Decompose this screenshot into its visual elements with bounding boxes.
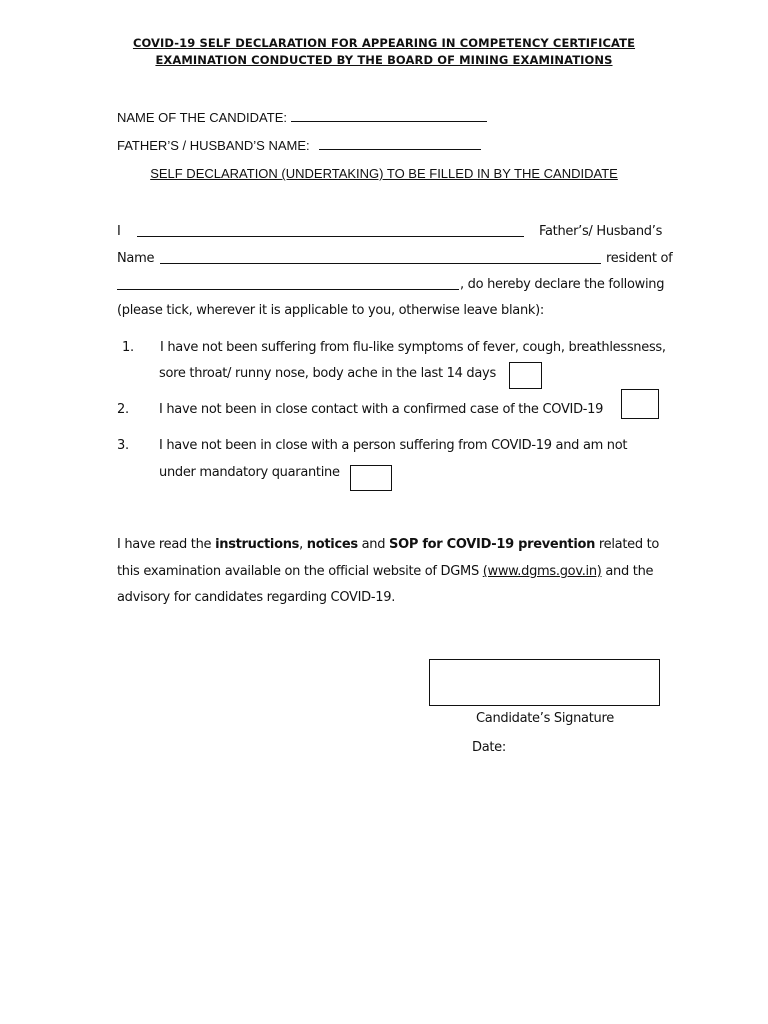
item-3-tickbox[interactable]	[350, 465, 392, 491]
statement-text: related to	[595, 537, 660, 552]
father-husband-text: Father’s/ Husband’s	[539, 224, 663, 239]
name-label: Name	[117, 251, 155, 266]
statement-text: and the	[601, 564, 654, 579]
signature-box[interactable]	[429, 659, 660, 706]
item-1-tickbox[interactable]	[509, 362, 542, 389]
statement-text: and	[357, 537, 390, 552]
father-husband-name-field	[117, 137, 481, 153]
statement-text: ,	[299, 537, 307, 552]
declaration-i-label: I	[117, 224, 121, 239]
residence-blank[interactable]	[117, 289, 459, 290]
candidate-name-field	[117, 109, 487, 125]
item-3-number: 3.	[117, 438, 129, 453]
dgms-website-link[interactable]: (www.dgms.gov.in)	[482, 564, 602, 579]
resident-of-text: resident of	[606, 251, 673, 266]
statement-text: this examination available on the official website of DGMS	[117, 564, 483, 579]
item-1-text-line1: I have not been suffering from flu-like symptoms of fever, cough, breathlessness,	[160, 340, 666, 355]
item-2-tickbox[interactable]	[621, 389, 659, 419]
statement-sop: SOP for COVID-19 prevention	[389, 537, 596, 552]
declaration-subtitle: SELF DECLARATION (UNDERTAKING) TO BE FILLED IN BY THE CANDIDATE	[150, 166, 618, 181]
statement-instructions: instructions	[215, 537, 300, 552]
candidate-name-label: NAME OF THE CANDIDATE:	[117, 110, 287, 125]
date-label: Date:	[472, 740, 506, 755]
statement-text: I have read the	[117, 537, 216, 552]
statement-line3: advisory for candidates regarding COVID-19.	[117, 590, 396, 605]
declarant-name-blank[interactable]	[137, 236, 524, 237]
candidate-name-blank[interactable]	[291, 109, 487, 122]
item-3-text-line1: I have not been in close with a person suffering from COVID-19 and am not	[159, 438, 628, 453]
item-1-number: 1.	[122, 340, 134, 355]
item-3-text-line2: under mandatory quarantine	[159, 465, 340, 480]
item-2-number: 2.	[117, 402, 129, 417]
statement-notices: notices	[306, 537, 358, 552]
statement-line1	[117, 537, 675, 552]
item-2-text-line1: I have not been in close contact with a confirmed case of the COVID-19	[159, 402, 604, 417]
father-husband-fullname-blank[interactable]	[160, 263, 601, 264]
statement-line2	[117, 564, 675, 579]
declare-text: , do hereby declare the following	[460, 277, 665, 292]
document-title-line1: COVID-19 SELF DECLARATION FOR APPEARING IN COMPETENCY CERTIFICATE	[132, 36, 636, 50]
signature-label: Candidate’s Signature	[476, 711, 614, 726]
document-title-line2: EXAMINATION CONDUCTED BY THE BOARD OF MINING EXAMINATIONS	[155, 53, 613, 67]
father-husband-name-blank[interactable]	[319, 137, 481, 150]
father-husband-name-label: FATHER’S / HUSBAND’S NAME:	[117, 138, 310, 153]
item-1-text-line2: sore throat/ runny nose, body ache in the last 14 days	[159, 366, 496, 381]
tick-instruction: (please tick, wherever it is applicable to you, otherwise leave blank):	[117, 303, 544, 318]
